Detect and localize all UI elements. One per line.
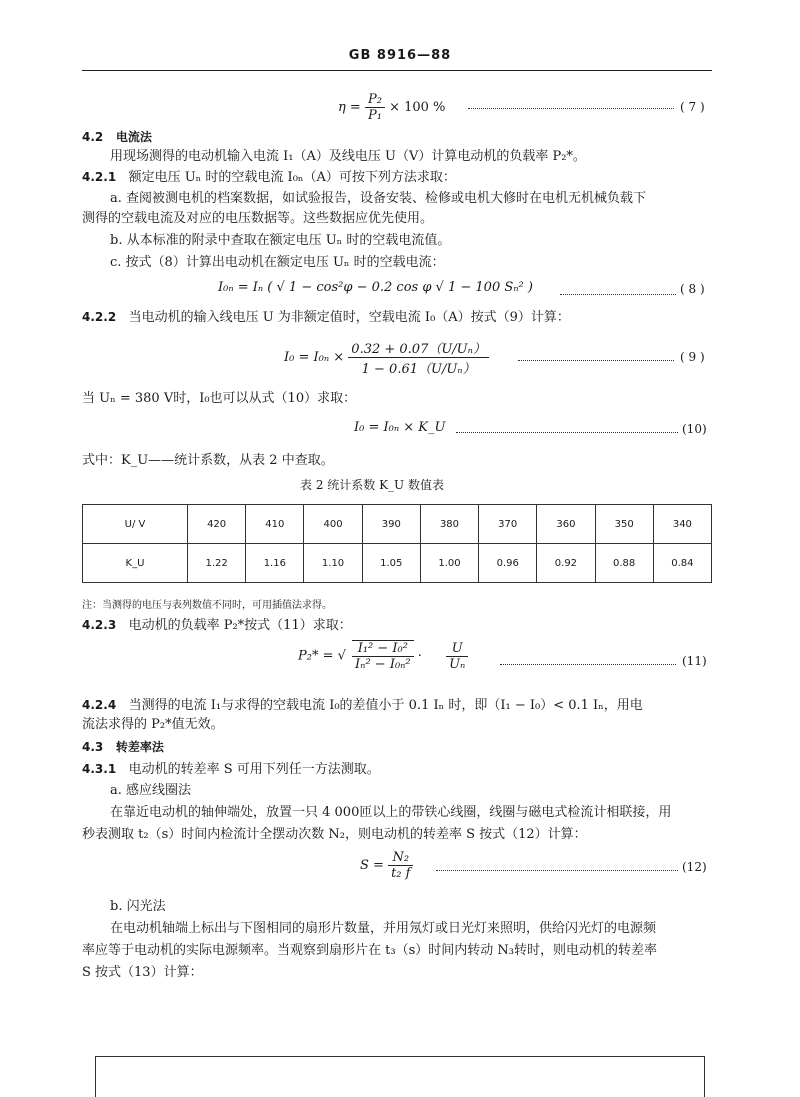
- list-item: a. 感应线圈法: [110, 783, 192, 798]
- clause-4-2-3: [82, 616, 352, 635]
- where-clause: 式中：K_U——统计系数，从表 2 中查取。: [82, 453, 334, 468]
- table-cell: 1.10: [304, 544, 362, 583]
- list-item: b. 从本标准的附录中查取在额定电压 Uₙ 时的空载电流值。: [110, 233, 451, 248]
- table-row: [83, 505, 712, 544]
- clause-text: 电动机的负载率 P₂*按式（11）求取：: [128, 618, 352, 633]
- table-cell: 420: [188, 505, 246, 544]
- eq9-fraction: [348, 338, 489, 377]
- eq7-tail: × 100 %: [389, 100, 446, 115]
- list-item: b. 闪光法: [110, 899, 166, 914]
- list-item: a. 查阅被测电机的档案数据，如试验报告，设备安装、检修或电机大修时在电机无机械负载下: [110, 191, 647, 206]
- table-cell: 1.05: [362, 544, 420, 583]
- clause-4-2-1: [82, 168, 456, 187]
- table-cell: 0.88: [595, 544, 653, 583]
- paragraph-continuation: S 按式（13）计算：: [82, 965, 203, 980]
- table-note: 注：当测得的电压与表列数值不同时，可用插值法求得。: [82, 600, 332, 611]
- table-cell: 360: [537, 505, 595, 544]
- equation-12: [360, 850, 413, 881]
- table-cell: 1.16: [246, 544, 304, 583]
- clause-number: 4.2.2: [82, 310, 117, 324]
- table-cell: 380: [420, 505, 478, 544]
- clause-text: 当电动机的输入线电压 U 为非额定值时，空载电流 I₀（A）按式（9）计算：: [128, 310, 570, 325]
- list-item: c. 按式（8）计算出电动机在额定电压 Uₙ 时的空载电流：: [110, 255, 445, 270]
- section-4-3-heading: [82, 738, 164, 756]
- eq7-fraction: [365, 92, 385, 123]
- eq11-dot: ·: [417, 648, 422, 664]
- equation-number-9: ( 9 ): [680, 350, 705, 364]
- eq12-denominator: t₂ f: [388, 865, 413, 881]
- section-number: 4.3: [82, 740, 104, 754]
- clause-4-2-4: [82, 696, 643, 715]
- table-cell: 390: [362, 505, 420, 544]
- eq7-denominator: P₁: [365, 107, 385, 123]
- leader-dots: [500, 664, 676, 665]
- table-row: [83, 544, 712, 583]
- eq11-denominator-1: Iₙ² − I₀ₙ²: [352, 656, 414, 672]
- table-cell: 0.96: [479, 544, 537, 583]
- equation-8: I₀ₙ = Iₙ ( √ 1 − cos²φ − 0.2 cos φ √ 1 − 100 Sₙ² ): [218, 280, 533, 295]
- eq9-numerator: 0.32 + 0.07（U/Uₙ）: [351, 342, 486, 357]
- equation-number-11: (11): [682, 654, 707, 668]
- eq12-numerator: N₂: [392, 850, 410, 865]
- section-title: 电流法: [115, 130, 152, 144]
- eq12-fraction: [388, 850, 413, 881]
- eq9-denominator: 1 − 0.61（U/Uₙ）: [348, 357, 489, 377]
- table-caption: 表 2 统计系数 K_U 数值表: [300, 478, 444, 492]
- equation-10: I₀ = I₀ₙ × K_U: [354, 420, 446, 435]
- clause-text: 额定电压 Uₙ 时的空载电流 I₀ₙ（A）可按下列方法求取：: [128, 170, 456, 185]
- clause-number: 4.2.1: [82, 170, 117, 184]
- clause-4-3-1: [82, 760, 380, 779]
- equation-number-12: (12): [682, 860, 707, 874]
- paragraph: 用现场测得的电动机输入电流 I₁（A）及线电压 U（V）计算电动机的负载率 P₂*。: [110, 149, 586, 164]
- row-label-coefficient: K_U: [83, 544, 188, 583]
- eq11-fraction-1: [352, 640, 414, 672]
- paragraph: 在靠近电动机的轴伸端处，放置一只 4 000匝以上的带铁心线圈，线圈与磁电式检流计相联接，用: [110, 805, 672, 820]
- paragraph: 当 Uₙ = 380 V时，I₀也可以从式（10）求取：: [82, 391, 357, 406]
- row-label-voltage: U/ V: [83, 505, 188, 544]
- table-cell: 370: [479, 505, 537, 544]
- clause-number: 4.3.1: [82, 762, 117, 776]
- table-cell: 400: [304, 505, 362, 544]
- coefficient-table: [82, 504, 712, 583]
- section-4-2-heading: [82, 128, 152, 146]
- clause-continuation: 流法求得的 P₂*值无效。: [82, 717, 224, 732]
- table-cell: 1.00: [420, 544, 478, 583]
- header-rule: [82, 70, 712, 71]
- table-cell: 0.84: [653, 544, 711, 583]
- equation-number-8: ( 8 ): [680, 282, 705, 296]
- list-item-continuation: 测得的空载电流及对应的电压数据等。这些数据应优先使用。: [82, 211, 434, 226]
- eq11-lhs: P₂* = √: [298, 648, 346, 664]
- clause-text: 当测得的电流 I₁与求得的空载电流 I₀的差值小于 0.1 Iₙ 时，即（I₁ − I₀）< 0.1 Iₙ，用电: [128, 698, 643, 713]
- leader-dots: [468, 108, 674, 109]
- equation-11: [298, 640, 468, 672]
- eq11-fraction-2: [446, 641, 468, 672]
- eq11-numerator-2: U: [451, 640, 463, 656]
- table-cell: 410: [246, 505, 304, 544]
- equation-9: [284, 338, 489, 377]
- leader-dots: [436, 870, 678, 871]
- paragraph: 在电动机轴端上标出与下图相同的扇形片数量，并用氖灯或日光灯来照明，供给闪光灯的电源频: [110, 921, 657, 936]
- eq7-numerator: P₂: [367, 92, 382, 107]
- eq12-lhs: S =: [360, 858, 384, 873]
- equation-number-7: ( 7 ): [680, 100, 705, 114]
- table-cell: 350: [595, 505, 653, 544]
- leader-dots: [518, 360, 674, 361]
- eq11-denominator-2: Uₙ: [446, 656, 468, 672]
- eq7-lhs: η =: [338, 100, 361, 115]
- eq9-lhs: I₀ = I₀ₙ ×: [284, 350, 345, 365]
- equation-7: [338, 92, 445, 123]
- eq11-numerator-1: I₁² − I₀²: [357, 641, 408, 656]
- leader-dots: [456, 432, 678, 433]
- paragraph-continuation: 秒表测取 t₂（s）时间内检流计全摆动次数 N₂，则电动机的转差率 S 按式（12）计算：: [82, 827, 587, 842]
- equation-number-10: (10): [682, 422, 707, 436]
- standard-code-header: GB 8916—88: [348, 48, 452, 63]
- table-cell: 0.92: [537, 544, 595, 583]
- clause-4-2-2: [82, 308, 570, 327]
- section-number: 4.2: [82, 130, 104, 144]
- leader-dots: [560, 294, 676, 295]
- table-cell: 1.22: [188, 544, 246, 583]
- paragraph-continuation: 率应等于电动机的实际电源频率。当观察到扇形片在 t₃（s）时间内转动 N₃转时，则电动机的转差率: [82, 943, 657, 958]
- clause-text: 电动机的转差率 S 可用下列任一方法测取。: [128, 762, 380, 777]
- table-cell: 340: [653, 505, 711, 544]
- section-title: 转差率法: [115, 740, 164, 754]
- clause-number: 4.2.3: [82, 618, 117, 632]
- clause-number: 4.2.4: [82, 698, 117, 712]
